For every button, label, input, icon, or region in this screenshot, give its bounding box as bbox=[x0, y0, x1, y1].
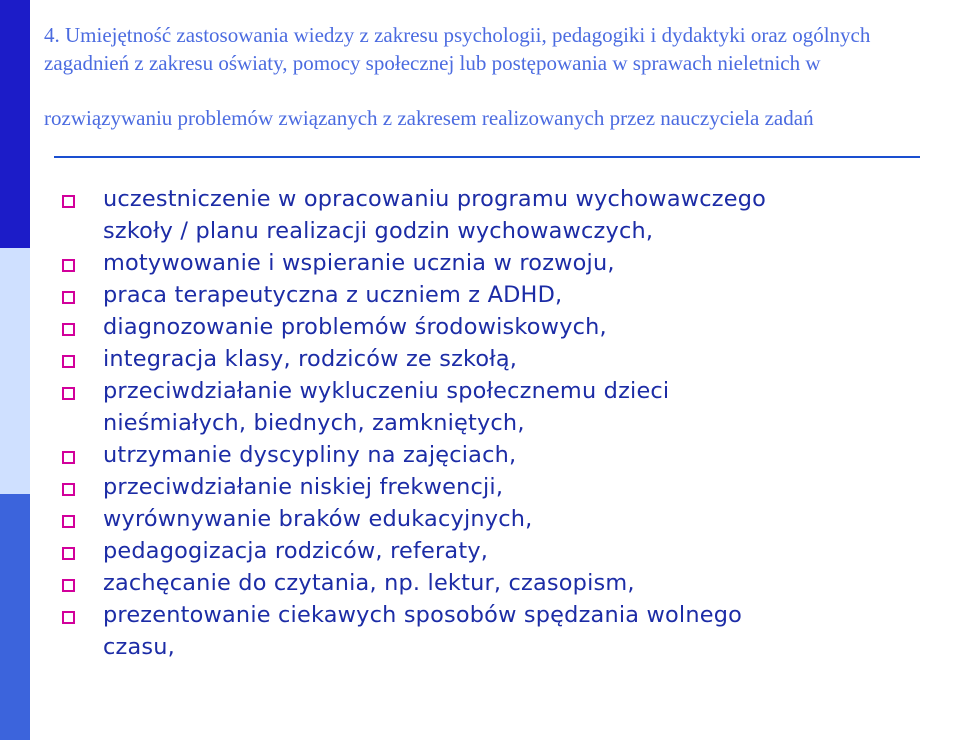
bullet-text: pedagogizacja rodziców, referaty, bbox=[103, 538, 489, 564]
side-band-middle bbox=[0, 248, 30, 494]
bullet-text: motywowanie i wspieranie ucznia w rozwoju, bbox=[103, 250, 615, 276]
bullet-text: prezentowanie ciekawych sposobów spędzania wolnego bbox=[103, 602, 743, 628]
bullet-item bbox=[62, 599, 942, 663]
bullet-text-continued: czasu, bbox=[103, 634, 175, 660]
bullet-item bbox=[62, 311, 942, 343]
square-bullet-icon bbox=[62, 291, 75, 304]
bullet-text: diagnozowanie problemów środowiskowych, bbox=[103, 314, 607, 340]
bullet-text: uczestniczenie w opracowaniu programu wychowawczego bbox=[103, 186, 767, 212]
side-band-top bbox=[0, 0, 30, 248]
square-bullet-icon bbox=[62, 451, 75, 464]
bullet-item bbox=[62, 343, 942, 375]
bullet-text: zachęcanie do czytania, np. lektur, czasopism, bbox=[103, 570, 635, 596]
bullet-text: integracja klasy, rodziców ze szkołą, bbox=[103, 346, 518, 372]
square-bullet-icon bbox=[62, 611, 75, 624]
square-bullet-icon bbox=[62, 483, 75, 496]
bullet-text-continued: nieśmiałych, biednych, zamkniętych, bbox=[103, 410, 525, 436]
slide-title bbox=[44, 22, 956, 133]
square-bullet-icon bbox=[62, 579, 75, 592]
title-line: zagadnień z zakresu oświaty, pomocy społecznej lub postępowania w sprawach nieletnich w bbox=[44, 50, 821, 75]
square-bullet-icon bbox=[62, 515, 75, 528]
title-line: 4. Umiejętność zastosowania wiedzy z zakresu psychologii, pedagogiki i dydaktyki oraz ogólnych bbox=[44, 23, 871, 47]
title-line: rozwiązywaniu problemów związanych z zakresem realizowanych przez nauczyciela zadań bbox=[44, 106, 814, 131]
bullet-item bbox=[62, 279, 942, 311]
side-band-bottom bbox=[0, 494, 30, 740]
bullet-item bbox=[62, 247, 942, 279]
square-bullet-icon bbox=[62, 323, 75, 336]
side-color-band bbox=[0, 0, 30, 740]
bullet-text-continued: szkoły / planu realizacji godzin wychowawczych, bbox=[103, 218, 654, 244]
bullet-text: wyrównywanie braków edukacyjnych, bbox=[103, 506, 533, 532]
title-underline bbox=[54, 156, 920, 158]
bullet-text: przeciwdziałanie wykluczeniu społecznemu dzieci bbox=[103, 378, 670, 404]
bullet-text: utrzymanie dyscypliny na zajęciach, bbox=[103, 442, 517, 468]
bullet-item bbox=[62, 439, 942, 471]
bullet-item bbox=[62, 471, 942, 503]
bullet-text: praca terapeutyczna z uczniem z ADHD, bbox=[103, 282, 563, 308]
square-bullet-icon bbox=[62, 355, 75, 368]
bullet-list bbox=[62, 183, 942, 663]
bullet-item bbox=[62, 567, 942, 599]
square-bullet-icon bbox=[62, 547, 75, 560]
bullet-item bbox=[62, 183, 942, 247]
square-bullet-icon bbox=[62, 387, 75, 400]
bullet-text: przeciwdziałanie niskiej frekwencji, bbox=[103, 474, 504, 500]
bullet-item bbox=[62, 535, 942, 567]
bullet-item bbox=[62, 375, 942, 439]
square-bullet-icon bbox=[62, 259, 75, 272]
square-bullet-icon bbox=[62, 195, 75, 208]
bullet-item bbox=[62, 503, 942, 535]
